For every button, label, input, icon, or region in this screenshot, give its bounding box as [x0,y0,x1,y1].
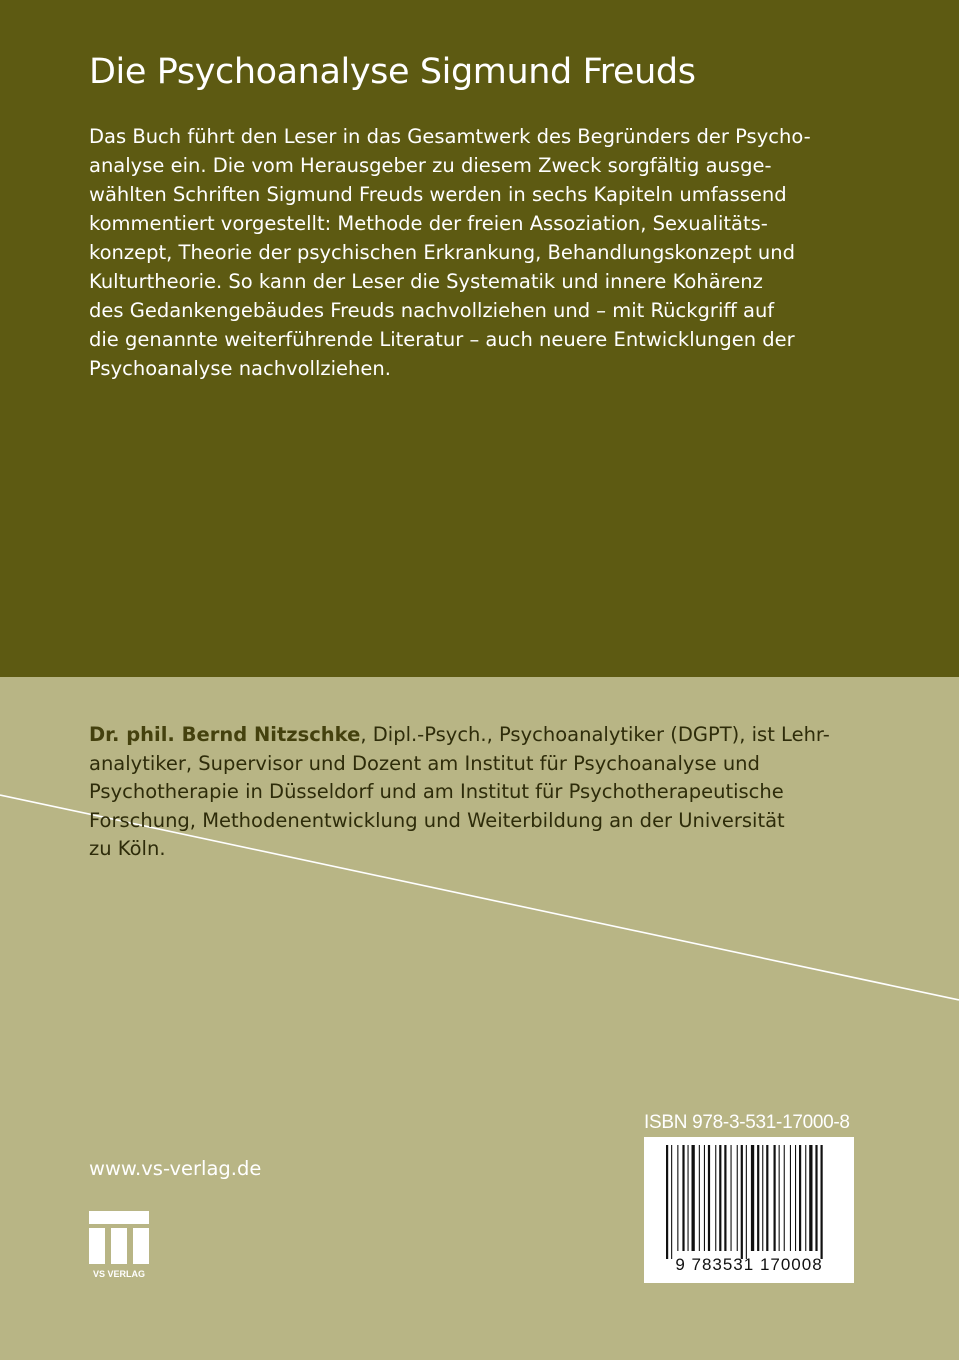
vs-verlag-logo-icon [89,1211,149,1281]
barcode-bar [762,1145,763,1251]
barcode-bar [746,1145,747,1259]
barcode-bar [799,1145,801,1251]
logo-text: VS VERLAG [92,1269,146,1279]
barcode-bar [805,1145,806,1251]
barcode-bar [688,1145,689,1251]
barcode-bar [682,1145,684,1251]
isbn-label: ISBN 978-3-531-17000-8 [644,1112,850,1133]
barcode-bar [790,1145,791,1251]
description-line: des Gedankengebäudes Freuds nachvollziehen und – mit Rückgriff auf [89,299,775,322]
description-line: wählten Schriften Sigmund Freuds werden in sechs Kapiteln umfassend [89,183,787,206]
barcode-bar [757,1145,759,1251]
author-name: Dr. phil. Bernd Nitzschke [89,723,361,746]
description-line: analyse ein. Die vom Herausgeber zu diesem Zweck sorgfältig ausge- [89,154,772,177]
barcode-bar [731,1145,732,1251]
author-bio-line: zu Köln. [89,837,166,860]
barcode-bar [677,1145,678,1251]
barcode-bar [751,1145,754,1251]
barcode-bar [779,1145,780,1251]
description-line: Kulturtheorie. So kann der Leser die Systematik und innere Kohärenz [89,270,763,293]
barcode-bar [795,1145,796,1251]
barcode-bar [699,1145,700,1251]
barcode-bar [692,1145,695,1251]
barcode-bar [774,1145,776,1251]
barcode-digits: 9 783531 170008 [675,1255,823,1274]
barcode-bar [719,1145,721,1251]
author-bio-line: analytiker, Supervisor und Dozent am Institut für Psychoanalyse und [89,751,760,775]
author-bio-line: Psychotherapie in Düsseldorf und am Institut für Psychotherapeutische [89,780,784,803]
barcode [644,1137,854,1283]
barcode-bar [708,1145,710,1251]
barcode-bar [671,1145,672,1259]
description-line: Das Buch führt den Leser in das Gesamtwerk des Begründers der Psycho- [89,125,811,148]
author-credentials: , Dipl.-Psych., Psychoanalytiker (DGPT), ist Lehr- [360,723,830,746]
description-line: konzept, Theorie der psychischen Erkrankung, Behandlungskonzept und [89,241,795,264]
barcode-bar [666,1145,668,1259]
barcode-bar [821,1145,823,1259]
barcode-bar [809,1145,812,1251]
author-bio-line [89,721,859,750]
barcode-bar [704,1145,705,1251]
author-bio [89,721,859,864]
book-title: Die Psychoanalyse Sigmund Freuds [89,52,696,92]
description-line: die genannte weiterführende Literatur – auch neuere Entwicklungen der [89,328,795,351]
description-line: kommentiert vorgestellt: Methode der freien Assoziation, Sexualitäts- [89,212,768,235]
description-line: Psychoanalyse nachvollziehen. [89,357,391,380]
barcode-bar [724,1145,726,1251]
publisher-url[interactable]: www.vs-verlag.de [89,1157,262,1180]
barcode-bar [784,1145,785,1251]
author-bio-line: Forschung, Methodenentwicklung und Weiterbildung an der Universität [89,808,785,832]
barcode-bar [737,1145,738,1251]
barcode-bar [741,1145,743,1259]
barcode-bar [766,1145,768,1251]
book-description [89,122,849,383]
barcode-bar [715,1145,716,1251]
barcode-bar [815,1145,817,1251]
